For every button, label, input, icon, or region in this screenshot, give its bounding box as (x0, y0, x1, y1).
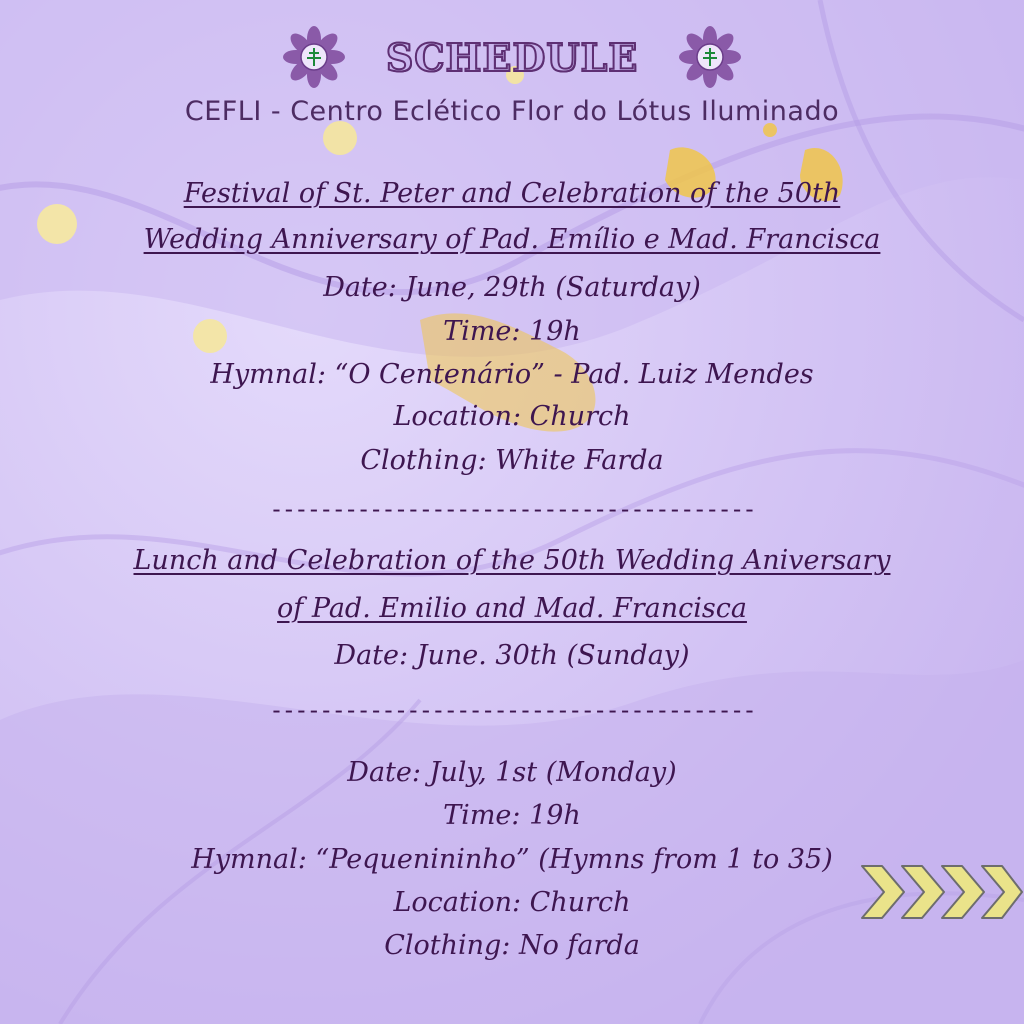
event-2-date: Date: June. 30th (Sunday) (334, 640, 690, 671)
separator: --------------------------------------- (269, 495, 755, 523)
event-1-location: Location: Church (393, 401, 631, 432)
event-3-location: Location: Church (393, 887, 631, 918)
event-2-title-line-1: Lunch and Celebration of the 50th Wedding Aniversary (133, 545, 891, 576)
lotus-icon (282, 25, 346, 89)
page-title: SCHEDULE (385, 34, 639, 80)
event-1-clothing: Clothing: White Farda (360, 445, 664, 476)
event-3-clothing: Clothing: No farda (384, 930, 640, 961)
organization-name: CEFLI - Centro Eclético Flor do Lótus Iluminado (184, 96, 840, 127)
separator: --------------------------------------- (269, 696, 755, 724)
event-3-time: Time: 19h (443, 800, 581, 831)
event-3-date: Date: July, 1st (Monday) (347, 757, 677, 788)
event-3-hymnal: Hymnal: “Pequenininho” (Hymns from 1 to 35) (191, 844, 833, 875)
header (0, 22, 1024, 92)
event-1-date: Date: June, 29th (Saturday) (323, 272, 701, 303)
event-2-title-line-2: of Pad. Emilio and Mad. Francisca (277, 593, 747, 624)
lotus-icon (678, 25, 742, 89)
event-1-title-line-1: Festival of St. Peter and Celebration of the 50th (183, 178, 841, 209)
event-1-title-line-2: Wedding Anniversary of Pad. Emílio e Mad. Francisca (143, 224, 881, 255)
chevron-arrows-icon (860, 862, 1024, 922)
event-1-hymnal: Hymnal: “O Centenário” - Pad. Luiz Mendes (210, 359, 814, 390)
event-1-time: Time: 19h (443, 316, 581, 347)
